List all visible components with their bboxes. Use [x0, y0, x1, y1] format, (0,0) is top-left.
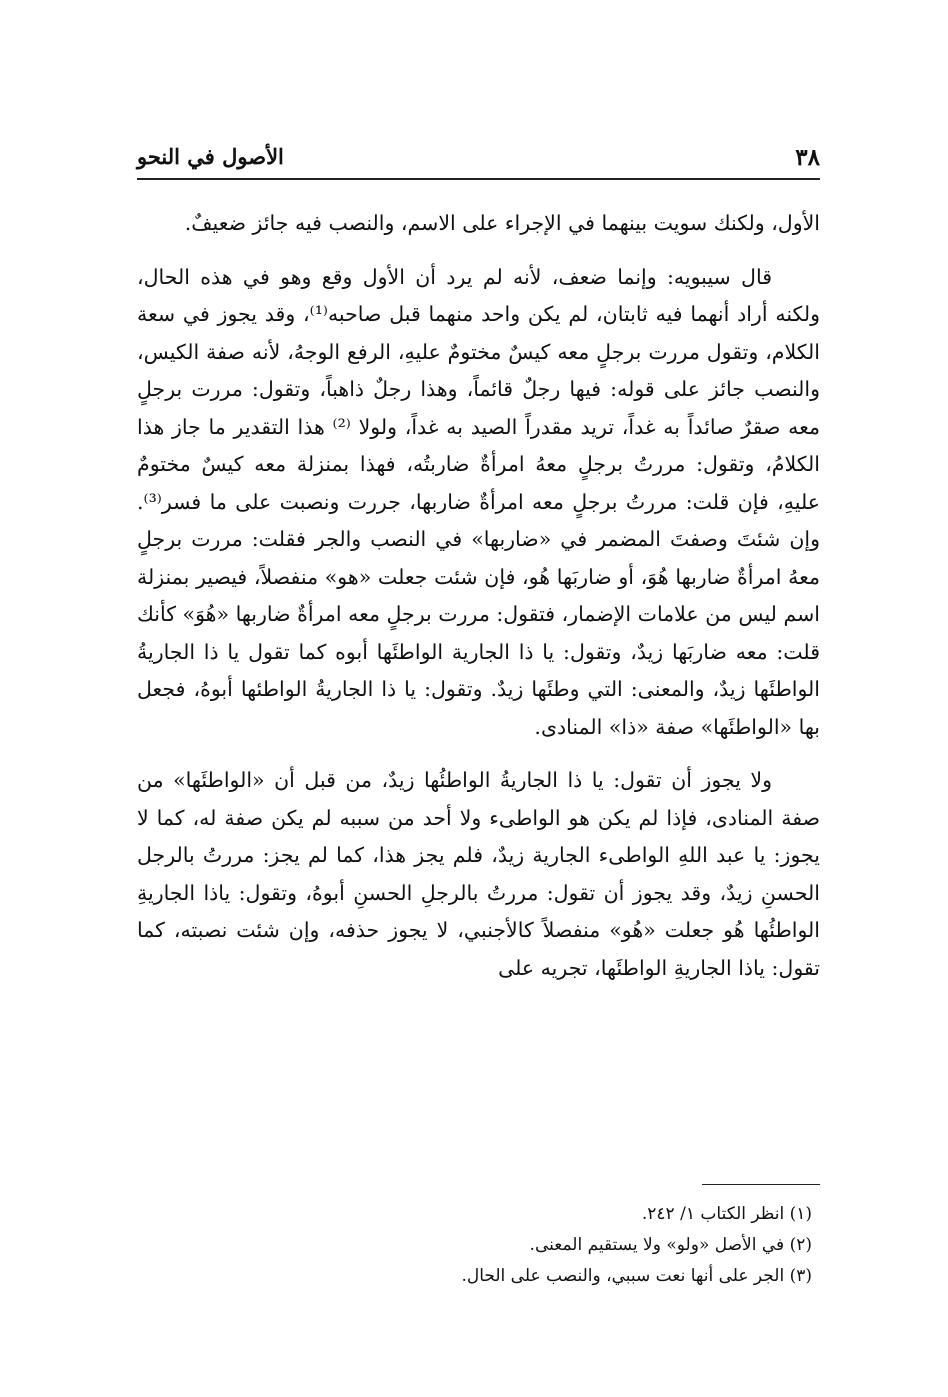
footnotes — [137, 1199, 812, 1292]
body-text — [137, 205, 820, 987]
header-divider — [137, 178, 820, 180]
footnote-2: (٢) في الأصل «ولو» ولا يستقيم المعنى. — [529, 1235, 812, 1255]
paragraph-continuation: الأول، ولكنك سويت بينهما في الإجراء على الاسم، والنصب فيه جائز ضعيفٌ. — [184, 211, 820, 235]
running-header — [137, 140, 820, 174]
footnote-3: (٣) الجر على أنها نعت سببي، والنصب على الحال. — [461, 1266, 812, 1286]
footnote-1: (١) انظر الكتاب ١/ ٢٤٢. — [641, 1204, 812, 1224]
paragraph-not-allowed: ولا يجوز أن تقول: يا ذا الجاريةُ الواطئُها زيدٌ، من قبل أن «الواطئَها» من صفة المنادى، فإذا لم يكن هو الواطىء ولا أحد من سببه لم يكن صفة له، كما لا يجوز: يا عبد اللهِ الواطىء الجارية زيدٌ، فلم يجز هذا، كما لم يجز: مررتُ بالرجل الحسنِ زيدٌ، وقد يجوز أن تقول: مررتُ بالرجلِ الحسنِ أبوهُ، وتقول: ياذا الجاريةِ الواطئُها هُو جعلت «هُو» منفصلاً كالأجنبي، لا يجوز حذفه، وإن شئت نصبته، كما تقول: ياذا الجاريةِ الواطئَها، تجريه على — [137, 768, 820, 980]
page-number: ٣٨ — [795, 144, 820, 171]
running-title: الأصول في النحو — [137, 144, 284, 169]
footnote-divider — [702, 1184, 820, 1185]
paragraph-sibawayh-quote: قال سيبويه: وإنما ضعف، لأنه لم يرد أن الأول وقع وهو في هذه الحال، ولكنه أراد أنهما فيه ثابتان، لم يكن واحد منهما قبل صاحبه⁽¹⁾، وقد يجوز في سعة الكلام، وتقول مررت برجلٍ معه كيسٌ مختومٌ عليهِ، الرفع الوجهُ، لأنه صفة الكيس، والنصب جائز على قوله: فيها رجلٌ قائماً، وهذا رجلٌ ذاهباً، وتقول: مررت برجلٍ معه صقرٌ صائداً به غداً، تريد مقدراً الصيد به غداً، ولولا ⁽²⁾ هذا التقدير ما جاز هذا الكلامُ، وتقول: مررتُ برجلٍ معهُ امرأةٌ ضاربتُه، فهذا بمنزلة معه كيسٌ مختومٌ عليهِ، فإن قلت: مررتُ برجلٍ معه امرأةٌ ضاربها، جررت ونصبت على ما فسر⁽³⁾. وإن شئتَ وصفتَ المضمر في «ضاربها» في النصب والجر فقلت: مررت برجلٍ معهُ امرأةٌ ضاربها هُوَ، أو ضاربَها هُو، فإن شئت جعلت «هو» منفصلاً، فيصير بمنزلة اسم ليس من علامات الإضمار، فتقول: مررت برجلٍ معه امرأةٌ ضاربها «هُوَ» كأنك قلت: معه ضاربَها زيدٌ، وتقول: يا ذا الجارية الواطئَها أبوه كما تقول يا ذا الجاريةُ الواطئَها زيدٌ، والمعنى: التي وطئَها زيدٌ. وتقول: يا ذا الجاريةُ الواطئها أبوهُ، فجعل بها «الواطئَها» صفة «ذا» المنادى. — [137, 264, 820, 739]
